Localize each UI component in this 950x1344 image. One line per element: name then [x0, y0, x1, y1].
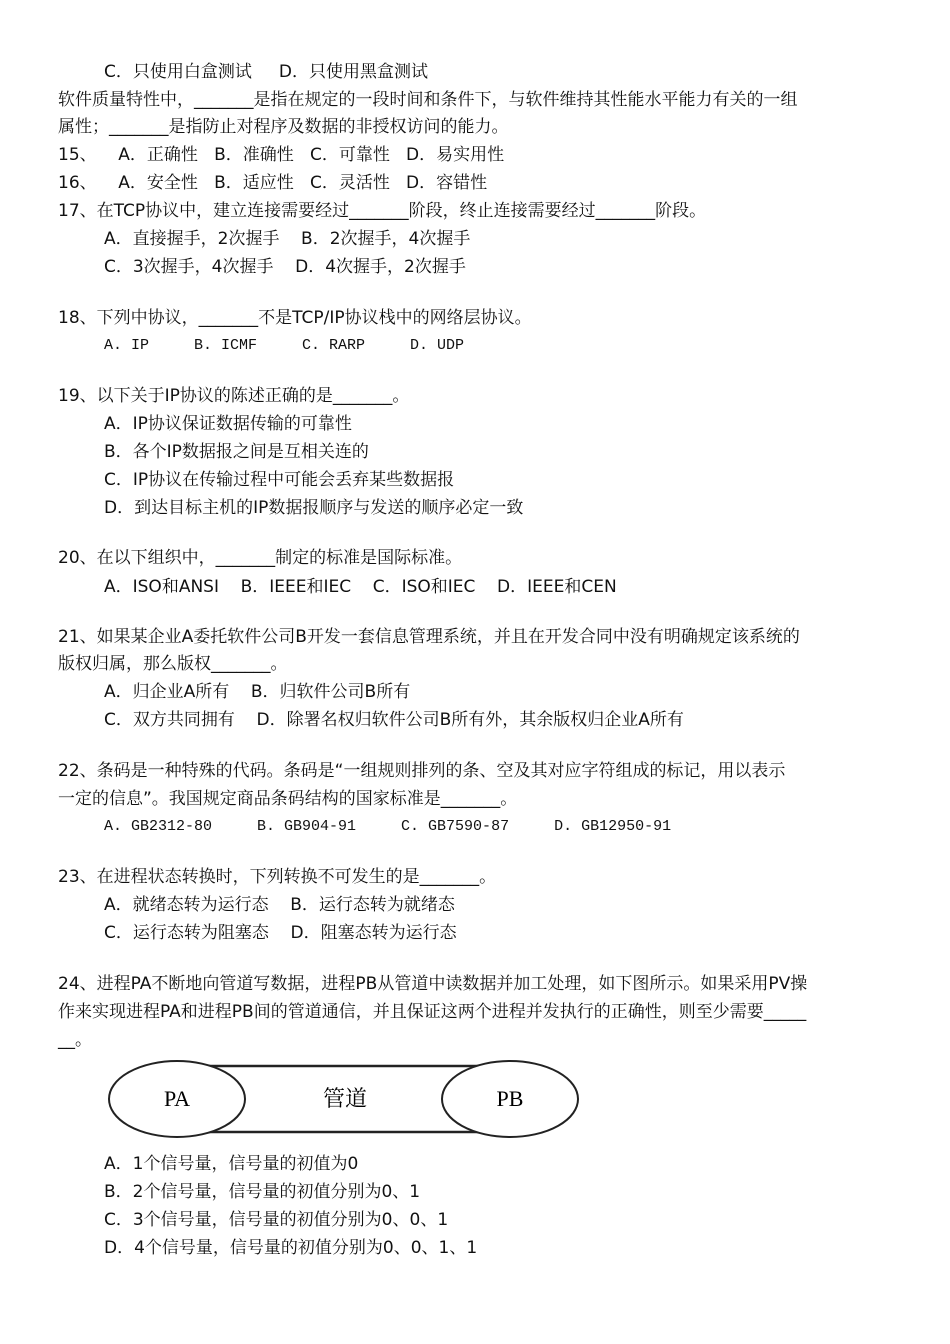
q21-stem-cont: 版权归属，那么版权_______。 [58, 654, 288, 674]
q17-options-cd: C．3次握手，4次握手 D．4次握手，2次握手 [104, 257, 466, 277]
process-a-label: PA [163, 1086, 191, 1111]
q19-option-d: D．到达目标主机的IP数据报顺序与发送的顺序必定一致 [104, 498, 524, 518]
q19-option-b: B．各个IP数据报之间是互相关连的 [104, 442, 369, 462]
q21-stem: 21、如果某企业A委托软件公司B开发一套信息管理系统，并且在开发合同中没有明确规定该系统的 [58, 627, 800, 647]
process-b-label: PB [496, 1086, 524, 1111]
q21-options-cd: C．双方共同拥有 D．除署名权归软件公司B所有外，其余版权归企业A所有 [104, 710, 684, 730]
q22-options: A. GB2312-80 B. GB904-91 C. GB7590-87 D. GB12950-91 [104, 818, 672, 835]
q20-options: A．ISO和ANSI B．IEEE和IEC C．ISO和IEC D．IEEE和CEN [104, 577, 617, 597]
q22-stem-cont: 一定的信息”。我国规定商品条码结构的国家标准是_______。 [58, 789, 518, 809]
q19-option-c: C．IP协议在传输过程中可能会丢弃某些数据报 [104, 470, 455, 490]
q23-options-cd: C．运行态转为阻塞态 D．阻塞态转为运行态 [104, 923, 457, 943]
q24-stem-end: __。 [58, 1030, 92, 1050]
q15-options: 15、 A．正确性 B．准确性 C．可靠性 D．易实用性 [58, 145, 505, 165]
q15-16-stem-cont: 属性；_______是指防止对程序及数据的非授权访问的能力。 [58, 117, 509, 137]
q19-stem: 19、以下关于IP协议的陈述正确的是_______。 [58, 386, 410, 406]
q20-stem: 20、在以下组织中，_______制定的标准是国际标准。 [58, 548, 463, 568]
pipe-diagram [105, 1058, 581, 1138]
q24-stem: 24、进程PA不断地向管道写数据，进程PB从管道中读数据并加工处理，如下图所示。如果采用PV操 [58, 974, 808, 994]
q19-option-a: A．IP协议保证数据传输的可靠性 [104, 414, 352, 434]
q22-stem: 22、条码是一种特殊的代码。条码是“一组规则排列的条、空及其对应字符组成的标记，用以表示 [58, 761, 786, 781]
q24-option-b: B．2个信号量，信号量的初值分别为0、1 [104, 1182, 421, 1202]
q18-stem: 18、下列中协议，_______不是TCP/IP协议栈中的网络层协议。 [58, 308, 532, 328]
q24-option-a: A．1个信号量，信号量的初值为0 [104, 1154, 359, 1174]
q18-options: A. IP B. ICMF C. RARP D. UDP [104, 337, 465, 354]
q17-options-ab: A．直接握手，2次握手 B．2次握手，4次握手 [104, 229, 471, 249]
q14-options-cd: C．只使用白盒测试 D．只使用黑盒测试 [104, 62, 428, 82]
q15-16-stem: 软件质量特性中，_______是指在规定的一段时间和条件下，与软件维持其性能水平能力有关的一组 [58, 90, 798, 110]
q23-options-ab: A．就绪态转为运行态 B．运行态转为就绪态 [104, 895, 455, 915]
q24-option-c: C．3个信号量，信号量的初值分别为0、0、1 [104, 1210, 449, 1230]
q21-options-ab: A．归企业A所有 B．归软件公司B所有 [104, 682, 411, 702]
pipe-label: 管道 [322, 1086, 368, 1111]
q17-stem: 17、在TCP协议中，建立连接需要经过_______阶段，终止连接需要经过_______阶段。 [58, 201, 707, 221]
q16-options: 16、 A．安全性 B．适应性 C．灵活性 D．容错性 [58, 173, 488, 193]
q23-stem: 23、在进程状态转换时，下列转换不可发生的是_______。 [58, 867, 497, 887]
q24-stem-cont: 作来实现进程PA和进程PB间的管道通信，并且保证这两个进程并发执行的正确性，则至少需要_____ [58, 1002, 807, 1022]
q24-option-d: D．4个信号量，信号量的初值分别为0、0、1、1 [104, 1238, 478, 1258]
